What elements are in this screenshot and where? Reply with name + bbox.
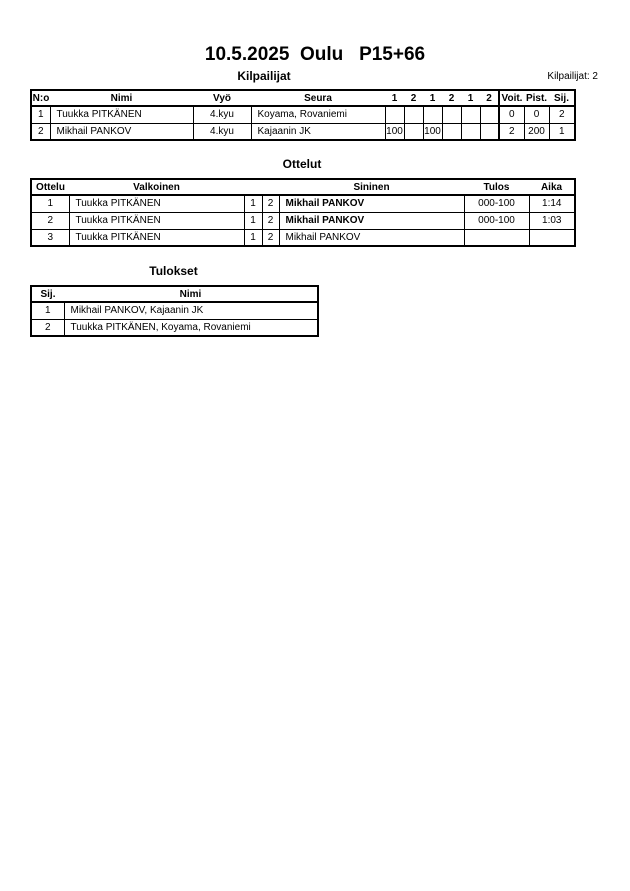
competitor-name: Tuukka PITKÄNEN xyxy=(50,106,193,123)
results-header-row xyxy=(31,286,318,302)
match-time: 1:03 xyxy=(529,212,575,229)
result-name: Mikhail PANKOV, Kajaanin JK xyxy=(64,302,318,319)
competitors-header-points: Pist. xyxy=(524,90,549,106)
result-row xyxy=(31,302,318,319)
matches-section-title: Ottelut xyxy=(282,157,322,171)
competitors-section-title: Kilpailijat xyxy=(237,69,291,83)
competitor-belt: 4.kyu xyxy=(193,106,251,123)
match-flag-cell: 1 xyxy=(244,195,262,212)
score-cell xyxy=(385,106,404,123)
match-flag-cell: 2 xyxy=(262,229,279,246)
match-number: 3 xyxy=(31,229,69,246)
score-cell: 100 xyxy=(385,123,404,140)
matches-header-match: Ottelu xyxy=(31,179,69,195)
match-number: 1 xyxy=(31,195,69,212)
match-time xyxy=(529,229,575,246)
score-cell xyxy=(461,106,480,123)
matches-header-time: Aika xyxy=(529,179,575,195)
score-cell xyxy=(404,106,423,123)
match-blue-name: Mikhail PANKOV xyxy=(279,229,464,246)
matches-header-result: Tulos xyxy=(464,179,529,195)
competitor-points: 200 xyxy=(524,123,549,140)
match-number: 2 xyxy=(31,212,69,229)
matches-header-row xyxy=(31,179,575,195)
competitor-row xyxy=(31,123,575,140)
results-section-title: Tulokset xyxy=(149,264,198,278)
competitors-header-belt: Vyö xyxy=(193,90,251,106)
result-name: Tuukka PITKÄNEN, Koyama, Rovaniemi xyxy=(64,319,318,336)
competitor-club: Kajaanin JK xyxy=(251,123,385,140)
competitor-belt: 4.kyu xyxy=(193,123,251,140)
match-flag-cell: 2 xyxy=(262,195,279,212)
match-row xyxy=(31,195,575,212)
match-blue-name: Mikhail PANKOV xyxy=(279,212,464,229)
result-place: 2 xyxy=(31,319,64,336)
matches-table xyxy=(30,178,576,247)
matches-header-blue: Sininen xyxy=(279,179,464,195)
matches-header-flag xyxy=(244,179,262,195)
matches-header-white: Valkoinen xyxy=(69,179,244,195)
competitor-wins: 2 xyxy=(499,123,524,140)
results-header-place: Sij. xyxy=(31,286,64,302)
competitor-no: 1 xyxy=(31,106,50,123)
match-flag-cell: 2 xyxy=(262,212,279,229)
match-white-name: Tuukka PITKÄNEN xyxy=(69,195,244,212)
score-cell xyxy=(461,123,480,140)
competitors-header-round: 1 xyxy=(461,90,480,106)
competitors-header-no: N:o xyxy=(31,90,50,106)
competitor-place: 1 xyxy=(549,123,575,140)
competitors-header-round: 2 xyxy=(404,90,423,106)
competitor-place: 2 xyxy=(549,106,575,123)
page-title: 10.5.2025 Oulu P15+66 xyxy=(204,44,426,65)
results-header-name: Nimi xyxy=(64,286,318,302)
score-cell xyxy=(442,123,461,140)
competitor-count: Kilpailijat: 2 xyxy=(547,71,598,82)
competitors-table xyxy=(30,89,576,141)
competitor-wins: 0 xyxy=(499,106,524,123)
score-cell xyxy=(423,106,442,123)
match-row xyxy=(31,212,575,229)
match-time: 1:14 xyxy=(529,195,575,212)
score-cell xyxy=(404,123,423,140)
score-cell xyxy=(442,106,461,123)
competitors-header-place: Sij. xyxy=(549,90,575,106)
score-cell: 100 xyxy=(423,123,442,140)
competitors-header-round: 1 xyxy=(385,90,404,106)
match-white-name: Tuukka PITKÄNEN xyxy=(69,212,244,229)
competitors-header-round: 2 xyxy=(442,90,461,106)
competitor-club: Koyama, Rovaniemi xyxy=(251,106,385,123)
competitor-row xyxy=(31,106,575,123)
result-place: 1 xyxy=(31,302,64,319)
results-table xyxy=(30,285,319,337)
score-cell xyxy=(480,106,499,123)
competitors-header-wins: Voit. xyxy=(499,90,524,106)
match-flag-cell: 1 xyxy=(244,212,262,229)
match-result: 000-100 xyxy=(464,195,529,212)
competitor-no: 2 xyxy=(31,123,50,140)
competitors-header-name: Nimi xyxy=(50,90,193,106)
competitors-header-row xyxy=(31,90,575,106)
score-cell xyxy=(480,123,499,140)
competitor-points: 0 xyxy=(524,106,549,123)
competitors-header-round: 1 xyxy=(423,90,442,106)
matches-header-flag xyxy=(262,179,279,195)
match-white-name: Tuukka PITKÄNEN xyxy=(69,229,244,246)
match-result xyxy=(464,229,529,246)
match-row xyxy=(31,229,575,246)
competitors-header-club: Seura xyxy=(251,90,385,106)
result-row xyxy=(31,319,318,336)
competitor-name: Mikhail PANKOV xyxy=(50,123,193,140)
match-result: 000-100 xyxy=(464,212,529,229)
match-blue-name: Mikhail PANKOV xyxy=(279,195,464,212)
competitors-header-round: 2 xyxy=(480,90,499,106)
match-flag-cell: 1 xyxy=(244,229,262,246)
